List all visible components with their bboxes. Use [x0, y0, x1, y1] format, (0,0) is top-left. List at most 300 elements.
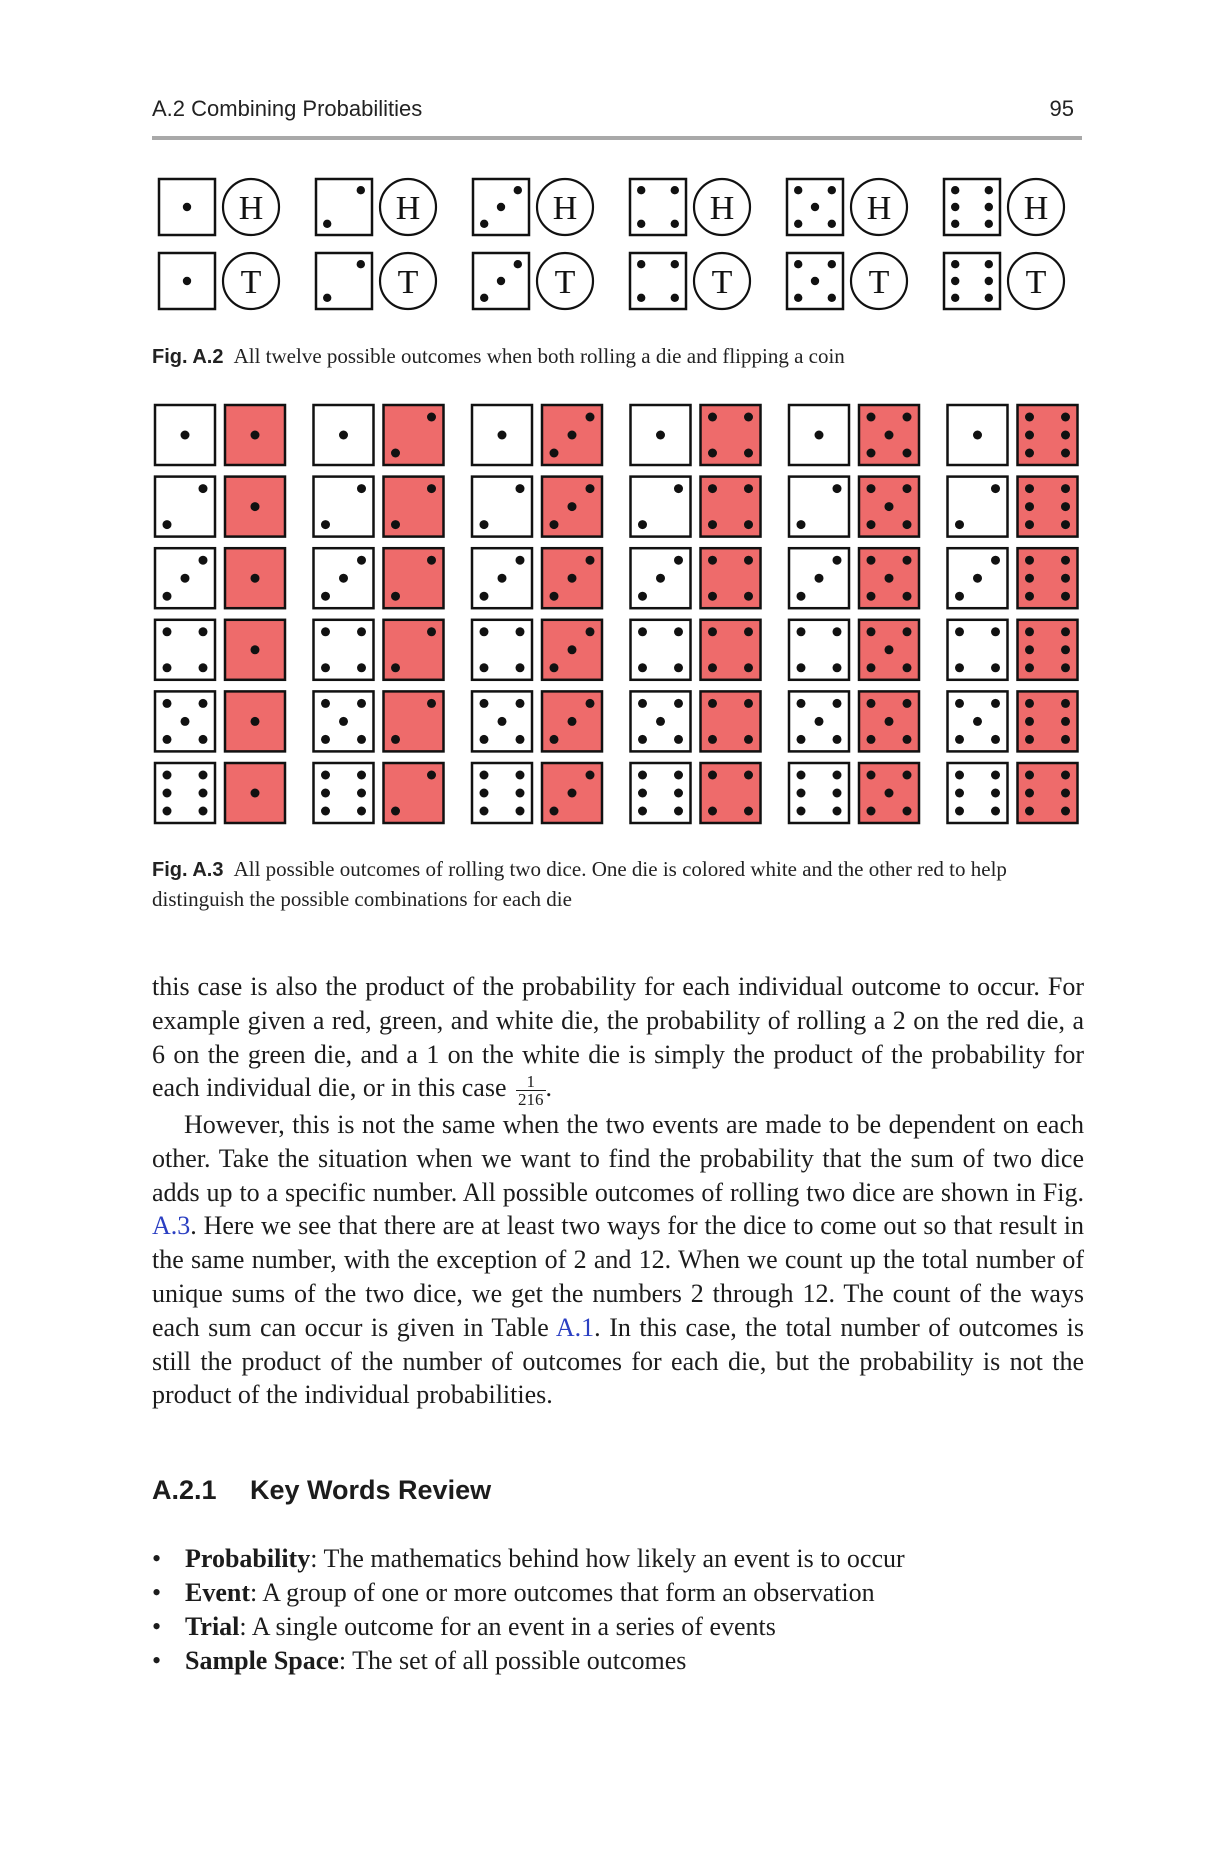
white-die-face-5: [631, 691, 691, 751]
die-pip: [480, 294, 488, 302]
subsection-title: Key Words Review: [250, 1475, 492, 1505]
white-die-face-1: [948, 405, 1008, 465]
die-pip: [427, 699, 436, 708]
die-pip: [797, 789, 806, 798]
die-pip: [797, 807, 806, 816]
die-pip: [797, 699, 806, 708]
die-face-2: [316, 179, 372, 235]
die-pip: [516, 807, 525, 816]
die-pip: [885, 789, 894, 798]
die-pip: [516, 484, 525, 493]
die-pip: [991, 663, 1000, 672]
die-pip: [1025, 502, 1034, 511]
die-pip: [637, 220, 645, 228]
figure-a3-link[interactable]: A.3: [152, 1211, 191, 1241]
die-pip: [498, 431, 507, 440]
die-pip: [811, 277, 819, 285]
die-pip: [550, 663, 559, 672]
die-face-3: [473, 179, 529, 235]
die-pip: [671, 260, 679, 268]
die-pip: [498, 574, 507, 583]
die-pip: [973, 717, 982, 726]
white-die-face-3: [472, 548, 532, 608]
red-die-face-5: [859, 548, 919, 608]
fraction-one-over-216: [516, 1073, 546, 1108]
red-die-face-3: [542, 548, 602, 608]
coin-letter: T: [397, 264, 419, 301]
die-pip: [1061, 627, 1070, 636]
die-pip: [955, 771, 964, 780]
die-pip: [550, 592, 559, 601]
die-pip: [1025, 717, 1034, 726]
die-pip: [744, 627, 753, 636]
die-pip: [321, 699, 330, 708]
die-pip: [867, 807, 876, 816]
die-face-4: [630, 253, 686, 309]
red-die-face-5: [859, 477, 919, 537]
die-pip: [638, 699, 647, 708]
die-face-2: [316, 253, 372, 309]
die-pip: [516, 789, 525, 798]
die-pip: [1025, 645, 1034, 654]
die-pip: [391, 592, 400, 601]
die-pip: [638, 771, 647, 780]
die-pip: [674, 699, 683, 708]
coin-letter: T: [711, 264, 733, 301]
die-pip: [357, 186, 365, 194]
die-pip: [951, 203, 959, 211]
die-pip: [674, 663, 683, 672]
subsection-heading: [152, 1475, 1082, 1506]
die-pip: [638, 627, 647, 636]
red-die-face-3: [542, 405, 602, 465]
die-pip: [1061, 520, 1070, 529]
die-pip: [708, 663, 717, 672]
white-die-face-4: [789, 620, 849, 680]
white-die-face-2: [948, 477, 1008, 537]
die-pip: [951, 260, 959, 268]
red-die-face-6: [1018, 691, 1078, 751]
die-pip: [550, 449, 559, 458]
die-pip: [903, 556, 912, 565]
die-pip: [638, 520, 647, 529]
red-die-face-2: [384, 691, 444, 751]
die-pip: [828, 220, 836, 228]
die-pip: [357, 699, 366, 708]
die-pip: [991, 699, 1000, 708]
key-word-item: [152, 1542, 1082, 1576]
die-pip: [708, 735, 717, 744]
die-face-3: [473, 253, 529, 309]
die-pip: [1061, 699, 1070, 708]
key-word-term: Trial: [185, 1612, 240, 1641]
die-pip: [357, 771, 366, 780]
coin-heads: [223, 179, 279, 235]
die-pip: [391, 449, 400, 458]
red-die-face-1: [225, 405, 285, 465]
header-rule: [152, 136, 1082, 140]
die-pip: [833, 789, 842, 798]
bullet: •: [152, 1646, 162, 1675]
white-die-face-2: [472, 477, 532, 537]
red-die-face-2: [384, 620, 444, 680]
die-pip: [903, 699, 912, 708]
die-pip: [991, 789, 1000, 798]
die-pip: [1025, 771, 1034, 780]
die-pip: [674, 484, 683, 493]
red-die-face-4: [701, 763, 761, 823]
paragraph-1: [152, 970, 1084, 1108]
white-die-face-4: [314, 620, 374, 680]
die-face-6: [944, 179, 1000, 235]
die-pip: [199, 771, 208, 780]
die-pip: [638, 789, 647, 798]
die-pip: [674, 789, 683, 798]
figure-a3-caption: [152, 855, 1082, 914]
die-pip: [1061, 592, 1070, 601]
figure-a2-label: Fig. A.2: [152, 346, 224, 368]
die-pip: [867, 520, 876, 529]
paragraph-2-text-a: However, this is not the same when the two events are made to be dependent on each other. Take the situation when we want to find the probability that the sum of two dice adds up to a specific number. All possible outcomes of rolling two dice are shown in Fig.: [152, 1109, 1084, 1207]
die-pip: [321, 735, 330, 744]
die-pip: [480, 771, 489, 780]
die-pip: [163, 735, 172, 744]
die-pip: [480, 220, 488, 228]
red-die-face-1: [225, 763, 285, 823]
die-pip: [637, 186, 645, 194]
red-die-face-6: [1018, 548, 1078, 608]
key-word-item: [152, 1644, 1082, 1678]
fraction-denominator: 216: [518, 1089, 544, 1109]
die-pip: [674, 627, 683, 636]
die-pip: [357, 484, 366, 493]
red-die-face-2: [384, 548, 444, 608]
die-pip: [708, 771, 717, 780]
die-pip: [955, 789, 964, 798]
white-die-face-3: [948, 548, 1008, 608]
paragraph-2-text-c: . In this case, the total number of outcomes is still the product of the number of outcomes for each die, but the probability is not the product of the individual probabilities.: [152, 1312, 1084, 1410]
white-die-face-6: [472, 763, 532, 823]
die-pip: [427, 627, 436, 636]
die-pip: [514, 260, 522, 268]
die-pip: [671, 294, 679, 302]
die-pip: [903, 484, 912, 493]
die-pip: [867, 556, 876, 565]
die-pip: [321, 520, 330, 529]
coin-heads: [851, 179, 907, 235]
die-pip: [1025, 807, 1034, 816]
die-pip: [568, 574, 577, 583]
key-word-term: Sample Space: [185, 1646, 339, 1675]
die-pip: [251, 645, 260, 654]
key-word-item: [152, 1610, 1082, 1644]
die-pip: [1025, 789, 1034, 798]
paragraph-1-end: .: [545, 1073, 553, 1103]
die-pip: [794, 220, 802, 228]
die-pip: [586, 699, 595, 708]
die-pip: [1025, 592, 1034, 601]
die-pip: [991, 556, 1000, 565]
die-pip: [744, 520, 753, 529]
die-pip: [885, 717, 894, 726]
die-pip: [480, 520, 489, 529]
red-die-face-2: [384, 477, 444, 537]
bullet: •: [152, 1612, 162, 1641]
red-die-face-5: [859, 405, 919, 465]
white-die-face-2: [314, 477, 374, 537]
die-pip: [163, 771, 172, 780]
die-pip: [867, 484, 876, 493]
die-pip: [1025, 413, 1034, 422]
coin-letter: T: [868, 264, 890, 301]
die-pip: [708, 627, 717, 636]
white-die-face-1: [155, 405, 215, 465]
die-pip: [885, 502, 894, 511]
red-die-face-2: [384, 763, 444, 823]
die-pip: [163, 592, 172, 601]
subsection-number: A.2.1: [152, 1475, 217, 1505]
white-die-face-5: [314, 691, 374, 751]
die-pip: [357, 627, 366, 636]
die-pip: [674, 556, 683, 565]
die-pip: [674, 735, 683, 744]
die-pip: [1061, 413, 1070, 422]
die-pip: [794, 294, 802, 302]
white-die-face-3: [631, 548, 691, 608]
die-pip: [797, 520, 806, 529]
die-pip: [867, 663, 876, 672]
die-pip: [514, 186, 522, 194]
die-pip: [903, 771, 912, 780]
die-pip: [1025, 627, 1034, 636]
white-die-face-1: [631, 405, 691, 465]
white-die-face-2: [631, 477, 691, 537]
die-pip: [797, 592, 806, 601]
die-pip: [1025, 699, 1034, 708]
die-pip: [321, 663, 330, 672]
die-pip: [955, 807, 964, 816]
paragraph-1-text: this case is also the product of the probability for each individual outcome to occur. For example given a red, green, and white die, the probability of rolling a 2 on the red die, a 6 on the green die, and a 1 on the white die is simply the product of the probability for each individual die, or in this case: [152, 972, 1084, 1103]
die-pip: [638, 592, 647, 601]
die-pip: [985, 260, 993, 268]
die-pip: [744, 807, 753, 816]
die-pip: [903, 735, 912, 744]
die-pip: [391, 735, 400, 744]
figure-a2-die-coin-grid: [0, 172, 1221, 322]
die-face-4: [630, 179, 686, 235]
coin-letter: T: [1025, 264, 1047, 301]
die-pip: [480, 789, 489, 798]
die-pip: [744, 484, 753, 493]
die-pip: [1061, 431, 1070, 440]
die-pip: [339, 431, 348, 440]
white-die-face-2: [789, 477, 849, 537]
die-pip: [586, 413, 595, 422]
coin-heads: [380, 179, 436, 235]
key-word-term: Event: [185, 1578, 250, 1607]
die-pip: [828, 260, 836, 268]
die-pip: [656, 431, 665, 440]
die-pip: [903, 413, 912, 422]
red-die-face-3: [542, 477, 602, 537]
bullet: •: [152, 1578, 162, 1607]
die-pip: [828, 186, 836, 194]
die-pip: [427, 484, 436, 493]
die-pip: [251, 717, 260, 726]
die-pip: [708, 556, 717, 565]
die-pip: [985, 203, 993, 211]
die-pip: [867, 735, 876, 744]
die-pip: [951, 220, 959, 228]
die-pip: [671, 186, 679, 194]
coin-heads: [537, 179, 593, 235]
white-die-face-6: [948, 763, 1008, 823]
white-die-face-1: [314, 405, 374, 465]
red-die-face-4: [701, 691, 761, 751]
white-die-face-3: [155, 548, 215, 608]
die-pip: [833, 556, 842, 565]
key-word-item: [152, 1576, 1082, 1610]
figure-a3-caption-text: All possible outcomes of rolling two dice. One die is colored white and the other red to help distinguish the possible combinations for each die: [152, 857, 1007, 911]
die-pip: [199, 556, 208, 565]
die-pip: [1061, 789, 1070, 798]
die-pip: [391, 807, 400, 816]
die-pip: [181, 717, 190, 726]
die-pip: [744, 771, 753, 780]
die-pip: [797, 627, 806, 636]
coin-letter: H: [1023, 190, 1049, 227]
figure-a2-caption: [152, 342, 1082, 372]
die-pip: [1061, 807, 1070, 816]
die-pip: [885, 574, 894, 583]
die-pip: [903, 520, 912, 529]
die-pip: [744, 449, 753, 458]
die-pip: [708, 592, 717, 601]
die-pip: [357, 556, 366, 565]
die-pip: [251, 789, 260, 798]
die-pip: [671, 220, 679, 228]
die-pip: [163, 807, 172, 816]
red-die-face-4: [701, 620, 761, 680]
coin-letter: H: [395, 190, 421, 227]
red-die-face-4: [701, 548, 761, 608]
die-pip: [991, 627, 1000, 636]
die-pip: [516, 735, 525, 744]
running-head: [152, 96, 1082, 132]
die-pip: [955, 627, 964, 636]
die-pip: [833, 627, 842, 636]
die-face-5: [787, 179, 843, 235]
die-pip: [708, 484, 717, 493]
die-pip: [251, 431, 260, 440]
die-pip: [568, 645, 577, 654]
die-pip: [708, 520, 717, 529]
coin-heads: [1008, 179, 1064, 235]
white-die-face-6: [631, 763, 691, 823]
red-die-face-3: [542, 763, 602, 823]
die-pip: [163, 663, 172, 672]
die-face-6: [944, 253, 1000, 309]
coin-tails: [1008, 253, 1064, 309]
die-pip: [321, 807, 330, 816]
table-a1-link[interactable]: A.1: [555, 1312, 595, 1342]
die-pip: [903, 449, 912, 458]
red-die-face-6: [1018, 620, 1078, 680]
die-pip: [1061, 502, 1070, 511]
die-pip: [251, 502, 260, 511]
die-pip: [357, 807, 366, 816]
die-pip: [903, 807, 912, 816]
die-pip: [1061, 645, 1070, 654]
white-die-face-6: [789, 763, 849, 823]
die-pip: [637, 260, 645, 268]
die-pip: [480, 735, 489, 744]
running-head-section: A.2 Combining Probabilities: [152, 96, 423, 121]
white-die-face-4: [472, 620, 532, 680]
die-pip: [811, 203, 819, 211]
die-pip: [991, 807, 1000, 816]
die-pip: [815, 574, 824, 583]
die-pip: [903, 627, 912, 636]
die-pip: [985, 220, 993, 228]
die-pip: [199, 699, 208, 708]
page-number: 95: [1049, 96, 1074, 121]
die-pip: [199, 807, 208, 816]
die-pip: [794, 260, 802, 268]
coin-heads: [694, 179, 750, 235]
die-pip: [199, 735, 208, 744]
die-pip: [708, 699, 717, 708]
red-die-face-3: [542, 691, 602, 751]
red-die-face-1: [225, 620, 285, 680]
die-pip: [833, 663, 842, 672]
key-word-definition: : The mathematics behind how likely an event is to occur: [310, 1544, 905, 1573]
die-pip: [181, 574, 190, 583]
die-pip: [637, 294, 645, 302]
die-pip: [163, 520, 172, 529]
die-pip: [638, 735, 647, 744]
die-pip: [391, 520, 400, 529]
die-pip: [427, 413, 436, 422]
die-pip: [480, 592, 489, 601]
die-pip: [586, 771, 595, 780]
key-word-term: Probability: [185, 1544, 311, 1573]
die-pip: [951, 294, 959, 302]
die-pip: [674, 807, 683, 816]
die-pip: [199, 627, 208, 636]
white-die-face-1: [472, 405, 532, 465]
red-die-face-5: [859, 691, 919, 751]
die-pip: [1025, 735, 1034, 744]
white-die-face-6: [314, 763, 374, 823]
die-pip: [885, 645, 894, 654]
die-pip: [885, 431, 894, 440]
coin-tails: [223, 253, 279, 309]
die-pip: [815, 431, 824, 440]
die-pip: [867, 413, 876, 422]
die-pip: [427, 771, 436, 780]
red-die-face-6: [1018, 477, 1078, 537]
die-pip: [797, 663, 806, 672]
coin-tails: [537, 253, 593, 309]
die-pip: [797, 771, 806, 780]
white-die-face-3: [789, 548, 849, 608]
die-pip: [1061, 735, 1070, 744]
die-pip: [955, 592, 964, 601]
coin-letter: T: [554, 264, 576, 301]
die-pip: [708, 413, 717, 422]
die-pip: [480, 627, 489, 636]
